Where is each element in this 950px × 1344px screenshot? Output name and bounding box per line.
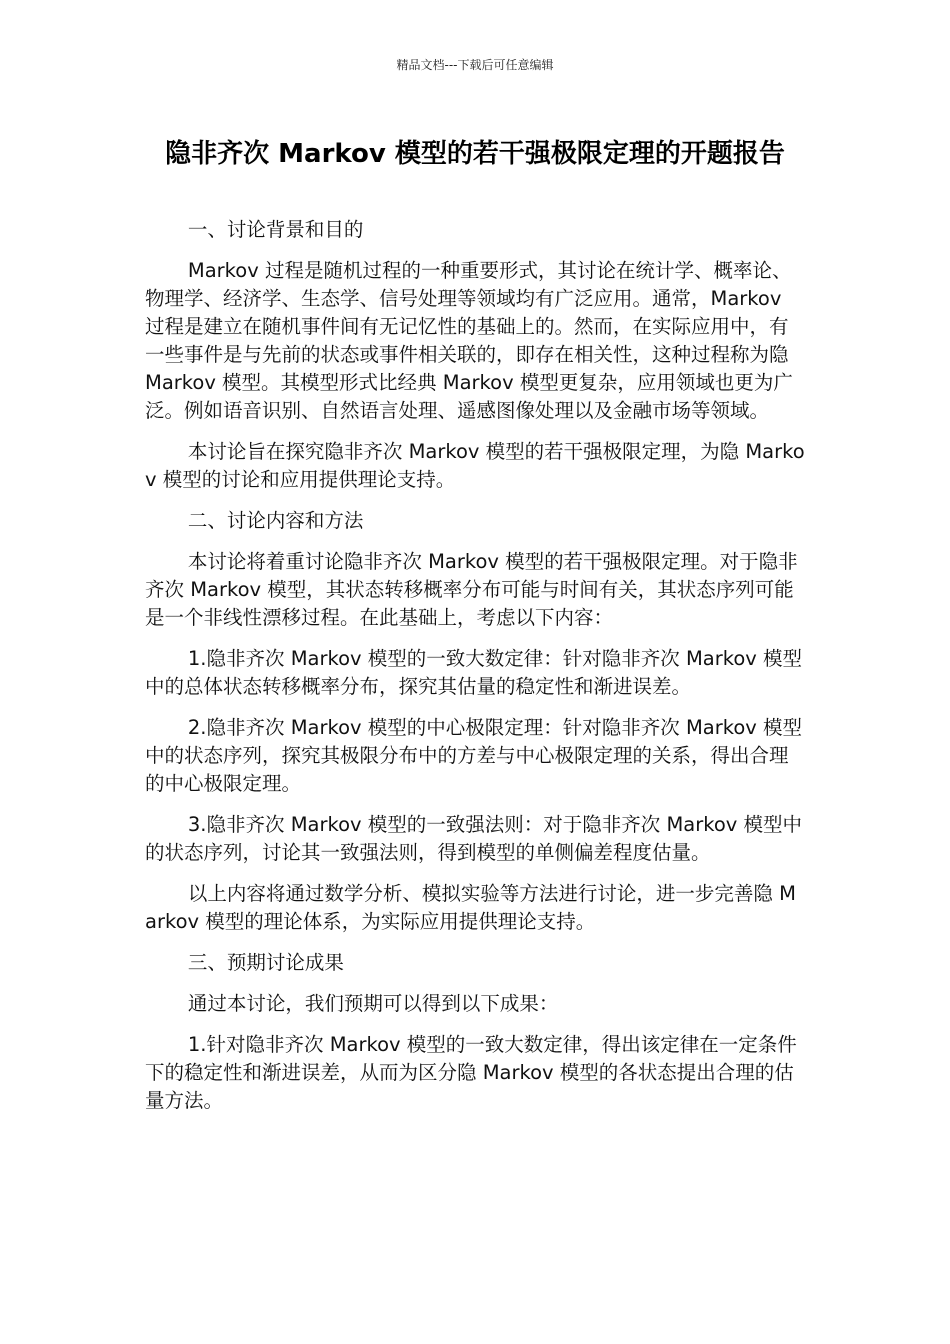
paragraph-purpose: 本讨论旨在探究隐非齐次 Markov 模型的若干强极限定理，为隐 Markov 模型的讨论和应用提供理论支持。 <box>145 440 805 491</box>
paragraph-methods: 以上内容将通过数学分析、模拟实验等方法进行讨论，进一步完善隐 Markov 模型的理论体系，为实际应用提供理论支持。 <box>145 882 796 933</box>
section-heading-expected-results: 三、预期讨论成果 <box>187 951 344 974</box>
list-item-lln: 1.隐非齐次 Markov 模型的一致大数定律：针对隐非齐次 Markov 模型中的总体状态转移概率分布，探究其估量的稳定性和渐进误差。 <box>145 647 803 698</box>
paragraph-background: Markov 过程是随机过程的一种重要形式，其讨论在统计学、概率论、物理学、经济学、生态学、信号处理等领域均有广泛应用。通常，Markov 过程是建立在随机事件间有无记忆性的基础上的。然而，在实际应用中，有一些事件是与先前的状态或事件相关联的，即存在相关性，这种过程称为隐 Markov 模型。其模型形式比经典 Markov 模型更复杂，应用领域也更为广泛。例如语音识别、自然语言处理、遥感图像处理以及金融市场等领域。 <box>145 259 793 422</box>
page-header: 精品文档---下载后可任意编辑 <box>396 58 554 72</box>
document-body <box>145 216 807 1128</box>
section-heading-content-methods: 二、讨论内容和方法 <box>187 509 364 532</box>
list-item-clt: 2.隐非齐次 Markov 模型的中心极限定理：针对隐非齐次 Markov 模型中的状态序列，探究其极限分布中的方差与中心极限定理的关系，得出合理的中心极限定理。 <box>145 716 803 795</box>
document-title: 隐非齐次 Markov 模型的若干强极限定理的开题报告 <box>165 139 785 169</box>
paragraph-results-intro: 通过本讨论，我们预期可以得到以下成果： <box>187 992 559 1015</box>
paragraph-content-intro: 本讨论将着重讨论隐非齐次 Markov 模型的若干强极限定理。对于隐非齐次 Markov 模型，其状态转移概率分布可能与时间有关，其状态序列可能是一个非线性漂移过程。在此基础上，考虑以下内容： <box>145 550 798 629</box>
list-item-strong-law: 3.隐非齐次 Markov 模型的一致强法则：对于隐非齐次 Markov 模型中的状态序列，讨论其一致强法则，得到模型的单侧偏差程度估量。 <box>145 813 803 864</box>
list-item-result-1: 1.针对隐非齐次 Markov 模型的一致大数定律，得出该定律在一定条件下的稳定性和渐进误差，从而为区分隐 Markov 模型的各状态提出合理的估量方法。 <box>145 1033 797 1112</box>
section-heading-background: 一、讨论背景和目的 <box>187 218 364 241</box>
